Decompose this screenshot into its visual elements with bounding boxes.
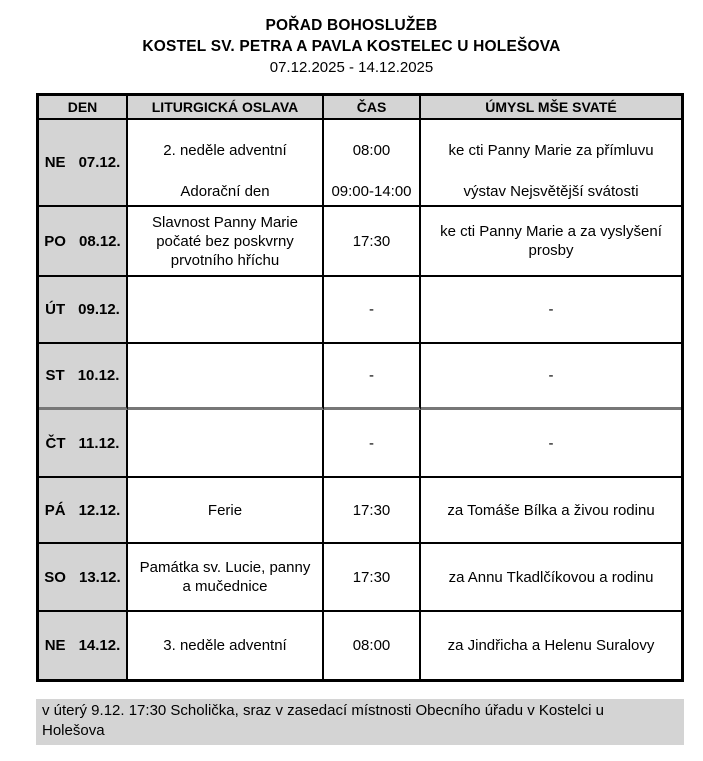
- cell-entry: 08:00: [352, 142, 391, 159]
- day-date: 13.12.: [78, 568, 121, 586]
- cell-entry: 3. neděle adventní: [163, 637, 287, 654]
- day-cell: [39, 277, 128, 344]
- column-header-liturgicka-oslava: LITURGICKÁ OSLAVA: [128, 96, 324, 120]
- day-abbr: PO: [44, 232, 66, 250]
- mass-intention-cell: [421, 120, 681, 207]
- cell-entry: za Annu Tkadlčíkovou a rodinu: [448, 568, 654, 586]
- cell-entry: Slavnost Panny Marie počaté bez poskvrny prvotního hříchu: [152, 213, 298, 269]
- liturgical-celebration-cell: [128, 410, 324, 478]
- day-cell: [39, 344, 128, 410]
- day-date: 14.12.: [78, 637, 121, 654]
- time-cell: [324, 344, 421, 410]
- page-title: POŘAD BOHOSLUŽEB: [265, 17, 438, 34]
- cell-entry: za Tomáše Bílka a živou rodinu: [447, 501, 655, 519]
- mass-intention-cell: [421, 612, 681, 679]
- liturgical-celebration-cell: [128, 207, 324, 277]
- liturgical-celebration-cell: [128, 344, 324, 410]
- day-date: 12.12.: [78, 501, 121, 519]
- cell-entry: -: [369, 301, 374, 318]
- cell-entry: 17:30: [352, 568, 391, 586]
- day-cell: [39, 612, 128, 679]
- cell-entry: Ferie: [207, 501, 243, 519]
- cell-entry: -: [369, 434, 374, 452]
- day-cell: [39, 120, 128, 207]
- time-cell: [324, 478, 421, 544]
- column-header-cas: ČAS: [324, 96, 421, 120]
- day-cell: [39, 478, 128, 544]
- footer-note: v úterý 9.12. 17:30 Scholička, sraz v zasedací místnosti Obecního úřadu v Kostelci u Holešova: [36, 699, 684, 745]
- day-abbr: NE: [44, 154, 66, 171]
- mass-intention-cell: [421, 344, 681, 410]
- cell-entry: výstav Nejsvětější svátosti: [463, 183, 639, 200]
- mass-intention-cell: [421, 478, 681, 544]
- day-date: 11.12.: [78, 434, 120, 452]
- page-subtitle: KOSTEL SV. PETRA A PAVLA KOSTELEC U HOLEŠOVA: [142, 38, 561, 55]
- time-cell: [324, 612, 421, 679]
- cell-entry: ke cti Panny Marie za přímluvu: [448, 142, 654, 159]
- day-cell: [39, 207, 128, 277]
- mass-intention-cell: [421, 207, 681, 277]
- mass-intention-cell: [421, 277, 681, 344]
- cell-entry: ke cti Panny Marie a za vyslyšení prosby: [440, 223, 662, 259]
- day-abbr: SO: [44, 568, 66, 586]
- time-cell: [324, 120, 421, 207]
- day-date: 07.12.: [78, 154, 121, 171]
- day-cell: [39, 410, 128, 478]
- day-abbr: NE: [44, 637, 66, 654]
- liturgical-celebration-cell: [128, 120, 324, 207]
- time-cell: [324, 277, 421, 344]
- cell-entry: -: [548, 367, 554, 384]
- column-header-den: DEN: [39, 96, 128, 120]
- cell-entry: 08:00: [352, 637, 391, 654]
- cell-entry: 2. neděle adventní: [163, 142, 287, 159]
- liturgical-celebration-cell: [128, 277, 324, 344]
- time-cell: [324, 410, 421, 478]
- document-header: [0, 15, 703, 78]
- mass-intention-cell: [421, 410, 681, 478]
- cell-entry: -: [548, 301, 554, 318]
- liturgical-celebration-cell: [128, 478, 324, 544]
- cell-entry: 09:00-14:00: [331, 183, 412, 200]
- date-range: 07.12.2025 - 14.12.2025: [269, 59, 434, 76]
- day-cell: [39, 544, 128, 612]
- day-abbr: ČT: [45, 434, 66, 452]
- cell-entry: Památka sv. Lucie, panny a mučednice: [139, 559, 311, 595]
- day-abbr: PÁ: [44, 501, 66, 519]
- mass-intention-cell: [421, 544, 681, 612]
- day-date: 08.12.: [78, 232, 121, 250]
- day-date: 10.12.: [77, 367, 120, 384]
- cell-entry: 17:30: [352, 232, 391, 250]
- time-cell: [324, 207, 421, 277]
- liturgical-celebration-cell: [128, 544, 324, 612]
- liturgical-celebration-cell: [128, 612, 324, 679]
- day-abbr: ST: [45, 367, 65, 384]
- cell-entry: Adorační den: [180, 183, 270, 200]
- schedule-table: [36, 93, 684, 682]
- time-cell: [324, 544, 421, 612]
- cell-entry: -: [548, 434, 554, 452]
- day-abbr: ÚT: [45, 301, 66, 318]
- column-header-umysl-mse-svate: ÚMYSL MŠE SVATÉ: [421, 96, 681, 120]
- cell-entry: za Jindřicha a Helenu Suralovy: [447, 637, 655, 654]
- cell-entry: -: [369, 367, 374, 384]
- cell-entry: 17:30: [352, 501, 391, 519]
- day-date: 09.12.: [78, 301, 120, 318]
